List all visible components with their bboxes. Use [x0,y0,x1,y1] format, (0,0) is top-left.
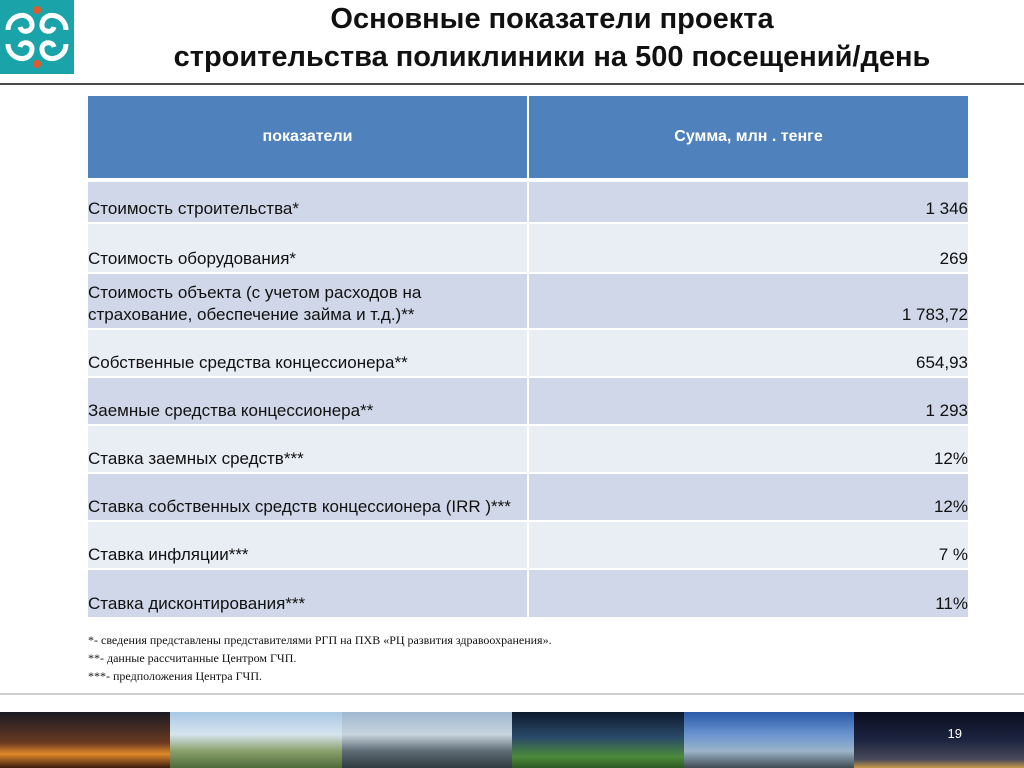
row-value: 1 293 [528,377,968,425]
photo-city-night [854,712,1024,768]
row-label: Ставка заемных средств*** [88,425,528,473]
row-label: Стоимость строительства* [88,181,528,223]
row-value: 1 346 [528,181,968,223]
row-label: Стоимость объекта (с учетом расходов на страхование, обеспечение займа и т.д.)** [88,273,528,329]
photo-night-highway [0,712,170,768]
page-number: 19 [947,726,962,741]
row-value: 12% [528,425,968,473]
indicators-table [88,96,968,617]
row-value: 269 [528,223,968,273]
footnote-3: ***- предположения Центра ГЧП. [88,669,262,683]
table-row [88,181,968,223]
table-row [88,223,968,273]
table-row [88,425,968,473]
row-label: Ставка инфляции*** [88,521,528,569]
page-title [80,0,1024,76]
footnote-2: **- данные рассчитанные Центром ГЧП. [88,651,297,665]
table-row [88,329,968,377]
table-row [88,569,968,617]
footnote-1: *- сведения представлены представителями РГП на ПХВ «РЦ развития здравоохранения». [88,633,552,647]
footnotes [88,631,968,685]
photo-stadium [512,712,684,768]
row-value: 11% [528,569,968,617]
title-line-1: Основные показатели проекта [330,3,774,35]
row-label: Ставка собственных средств концессионера (IRR )*** [88,473,528,521]
row-label: Стоимость оборудования* [88,223,528,273]
row-value: 1 783,72 [528,273,968,329]
photo-strip [0,712,1024,768]
ornament-logo-icon [0,0,74,74]
row-label: Ставка дисконтирования*** [88,569,528,617]
column-header-amount: Сумма, млн . тенге [528,96,968,178]
table-row [88,377,968,425]
table-row [88,521,968,569]
table-row [88,273,968,329]
row-value: 12% [528,473,968,521]
row-label: Собственные средства концессионера** [88,329,528,377]
table-header-row [88,96,968,178]
photo-train [170,712,342,768]
row-label: Заемные средства концессионера** [88,377,528,425]
title-divider [0,83,1024,85]
photo-industrial-plant [342,712,512,768]
row-value: 7 % [528,521,968,569]
column-header-indicators: показатели [88,96,528,178]
table-row [88,473,968,521]
footer-divider [0,693,1024,695]
title-line-2: строительства поликлиники на 500 посещений/день [173,41,931,73]
row-value: 654,93 [528,329,968,377]
photo-road [684,712,854,768]
